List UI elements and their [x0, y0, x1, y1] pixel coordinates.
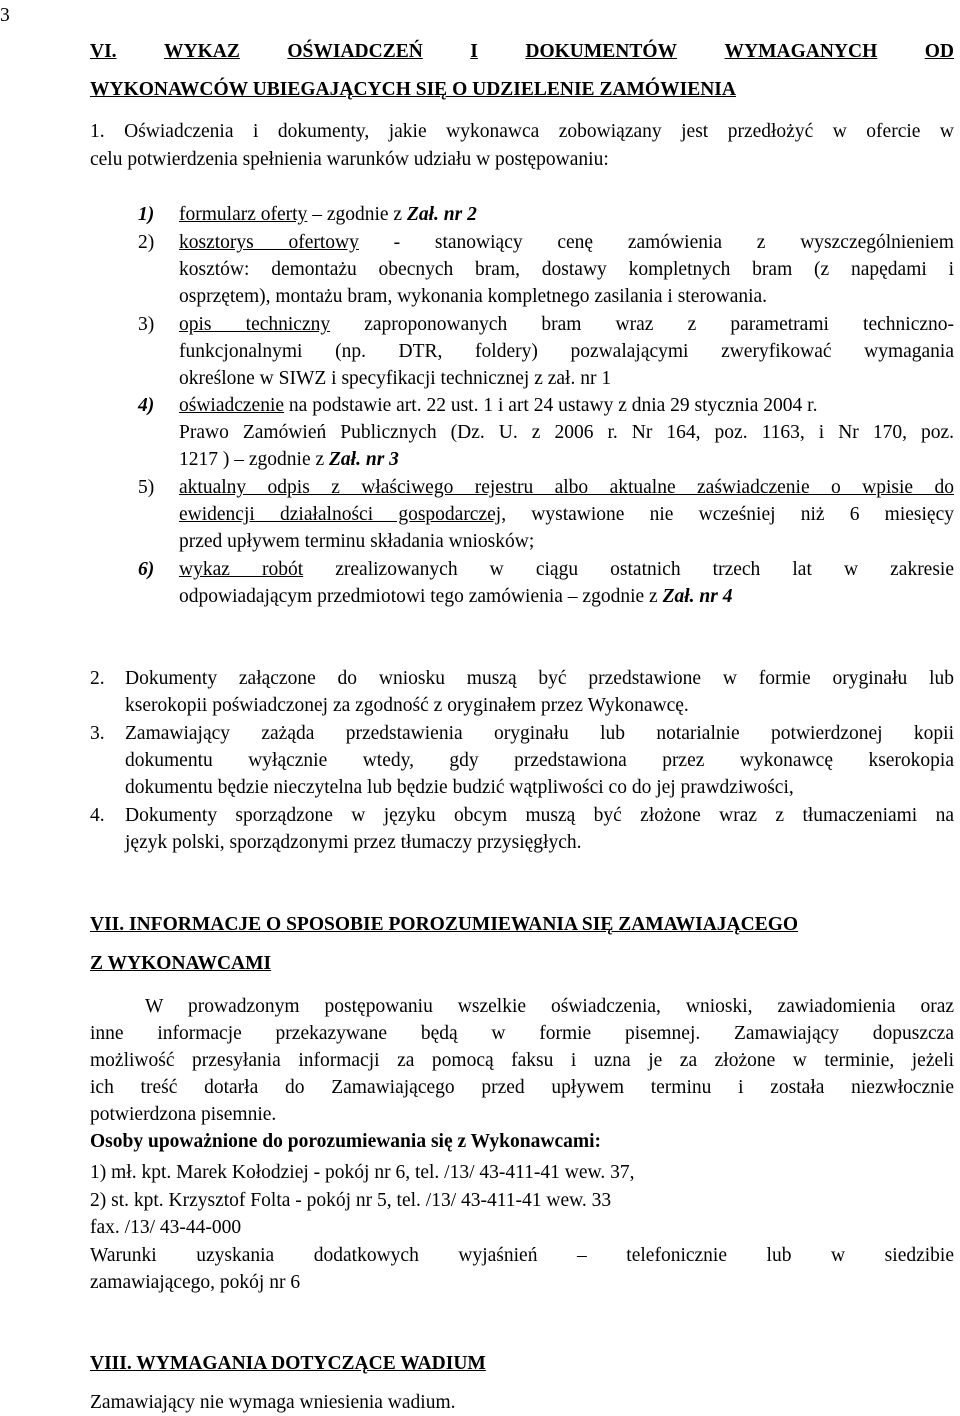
item-2-line3: osprzętem), montażu bram, wykonania kompletnego zasilania i sterowania. — [179, 286, 768, 307]
item-6-line2: odpowiadającym przedmiotowi tego zamówienia – zgodnie z Zał. nr 4 — [179, 586, 733, 607]
conditions-line2: zamawiającego, pokój nr 6 — [90, 1272, 301, 1293]
contact-person-2: 2) st. kpt. Krzysztof Folta - pokój nr 5, tel. /13/ 43-411-41 wew. 33 — [90, 1190, 612, 1211]
section-vii-paragraph-line3: możliwość przesyłania informacji za pomocą faksu i uzna je za złożone w terminie, jeżeli — [90, 1050, 954, 1071]
item-2-link-text: kosztorys ofertowy — [179, 232, 359, 253]
section-vii-paragraph-line2: inne informacje przekazywane będą w formie pisemnej. Zamawiający dopuszcza — [90, 1023, 954, 1044]
item-2-line1: kosztorys ofertowy - stanowiący cenę zamówienia z wyszczególnieniem — [179, 232, 954, 253]
item-6-attachment-ref: Zał. nr 4 — [662, 586, 733, 607]
item-4-line1: oświadczenie na podstawie art. 22 ust. 1 i art 24 ustawy z dnia 29 stycznia 2004 r. — [179, 395, 818, 416]
paragraph-3-line3: dokumentu będzie nieczytelna lub będzie budzić wątpliwości co do jej prawdziwości, — [125, 777, 794, 798]
page-number: 3 — [0, 5, 10, 26]
paragraph-4-line1: Dokumenty sporządzone w języku obcym muszą być złożone wraz z tłumaczeniami na — [125, 805, 954, 826]
item-4-line2: Prawo Zamówień Publicznych (Dz. U. z 2006 r. Nr 164, poz. 1163, i Nr 170, poz. — [179, 422, 954, 443]
paragraph-2-line1: Dokumenty załączone do wniosku muszą być przedstawione w formie oryginału lub — [125, 668, 954, 689]
paragraph-3-line2: dokumentu wyłącznie wtedy, gdy przedstawiona przez wykonawcę kserokopia — [125, 750, 954, 771]
paragraph-4-line2: język polski, sporządzonymi przez tłumaczy przysięgłych. — [125, 832, 582, 853]
item-3-line2: funkcjonalnymi (np. DTR, foldery) pozwalającymi zweryfikować wymagania — [179, 341, 954, 362]
item-3-number: 3) — [138, 314, 155, 335]
paragraph-3-number: 3. — [90, 723, 105, 744]
conditions-line1: Warunki uzyskania dodatkowych wyjaśnień – telefonicznie lub w siedzibie — [90, 1245, 954, 1266]
item-6-link-text: wykaz robót — [179, 559, 304, 580]
section-vi-intro-line2: celu potwierdzenia spełnienia warunków udziału w postępowaniu: — [90, 149, 609, 170]
contact-person-1: 1) mł. kpt. Marek Kołodziej - pokój nr 6, tel. /13/ 43-411-41 wew. 37, — [90, 1162, 635, 1183]
item-1-text: formularz oferty – zgodnie z Zał. nr 2 — [179, 204, 477, 225]
item-1-attachment-ref: Zał. nr 2 — [406, 204, 477, 225]
item-4-link-text: oświadczenie — [179, 395, 285, 416]
section-viii-heading: VIII. WYMAGANIA DOTYCZĄCE WADIUM — [90, 1353, 486, 1374]
item-1-number: 1) — [138, 204, 155, 225]
section-vi-intro-line1: 1. Oświadczenia i dokumenty, jakie wykonawca zobowiązany jest przedłożyć w ofercie w — [90, 121, 954, 142]
fax-number: fax. /13/ 43-44-000 — [90, 1217, 242, 1238]
section-viii-text: Zamawiający nie wymaga wniesienia wadium. — [90, 1392, 456, 1413]
section-vii-paragraph-line5: potwierdzona pisemnie. — [90, 1104, 277, 1125]
paragraph-2-line2: kserokopii poświadczonej za zgodność z oryginałem przez Wykonawcę. — [125, 695, 689, 716]
item-1-link-text: formularz oferty — [179, 204, 308, 225]
item-4-attachment-ref: Zał. nr 3 — [329, 449, 399, 470]
item-2-line2: kosztów: demontażu obecnych bram, dostawy kompletnych bram (z napędami i — [179, 259, 954, 280]
persons-heading: Osoby upoważnione do porozumiewania się z Wykonawcami: — [90, 1131, 602, 1152]
item-5-line2: ewidencji działalności gospodarczej, wystawione nie wcześniej niż 6 miesięcy — [179, 504, 954, 525]
item-3-link-text: opis techniczny — [179, 314, 331, 335]
section-vii-paragraph-line1: W prowadzonym postępowaniu wszelkie oświadczenia, wnioski, zawiadomienia oraz — [145, 996, 954, 1017]
item-5-line1: aktualny odpis z właściwego rejestru albo aktualne zaświadczenie o wpisie do — [179, 477, 954, 498]
section-vii-heading-line2: Z WYKONAWCAMI — [90, 953, 272, 974]
paragraph-3-line1: Zamawiający zażąda przedstawienia oryginału lub notarialnie potwierdzonej kopii — [125, 723, 954, 744]
section-vii-paragraph-line4: ich treść dotarła do Zamawiającego przed upływem terminu i została niezwłocznie — [90, 1077, 954, 1098]
paragraph-2-number: 2. — [90, 668, 105, 689]
item-5-number: 5) — [138, 477, 155, 498]
item-4-line3: 1217 ) – zgodnie z Zał. nr 3 — [179, 449, 399, 470]
item-5-link-text: ewidencji działalności gospodarczej — [179, 504, 502, 525]
section-vi-heading-line2: WYKONAWCÓW UBIEGAJĄCYCH SIĘ O UDZIELENIE ZAMÓWIENIA — [90, 79, 736, 100]
item-6-line1: wykaz robót zrealizowanych w ciągu ostatnich trzech lat w zakresie — [179, 559, 955, 580]
item-6-number: 6) — [138, 559, 155, 580]
item-3-line1: opis techniczny zaproponowanych bram wraz z parametrami techniczno- — [179, 314, 954, 335]
section-vii-heading-line1: VII. INFORMACJE O SPOSOBIE POROZUMIEWANIA SIĘ ZAMAWIAJĄCEGO — [90, 914, 799, 935]
item-5-line3: przed upływem terminu składania wniosków; — [179, 531, 535, 552]
paragraph-4-number: 4. — [90, 805, 105, 826]
item-2-number: 2) — [138, 232, 155, 253]
item-3-line3: określone w SIWZ i specyfikacji technicznej z zał. nr 1 — [179, 368, 612, 389]
section-vi-heading-line1: VI. WYKAZ OŚWIADCZEŃ I DOKUMENTÓW WYMAGANYCH OD — [90, 41, 954, 62]
item-4-number: 4) — [138, 395, 155, 416]
